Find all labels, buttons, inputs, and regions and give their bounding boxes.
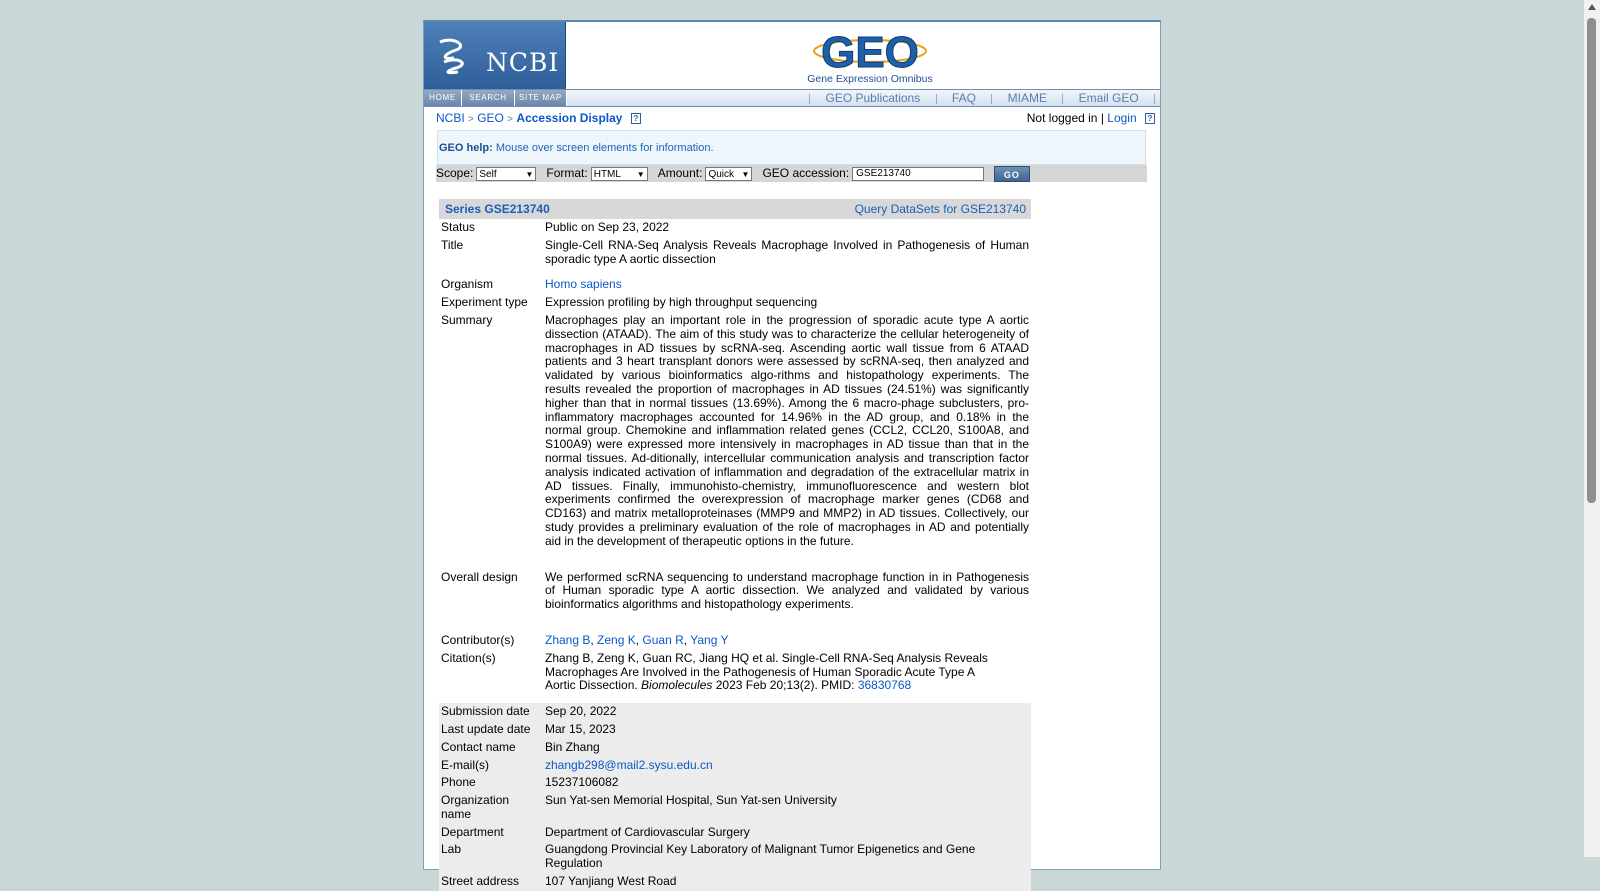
table-row <box>439 237 1031 269</box>
scroll-up-arrow-icon[interactable] <box>1588 4 1596 10</box>
table-row <box>439 276 1031 294</box>
breadcrumb <box>436 111 641 125</box>
row-value: 107 Yanjiang West Road <box>543 873 1031 891</box>
row-value: Expression profiling by high throughput sequencing <box>545 295 818 310</box>
row-label: Organization name <box>439 792 543 824</box>
nav-tab-site-map[interactable]: SITE MAP <box>515 90 567 106</box>
geo-help-text: Mouse over screen elements for information. <box>495 142 714 154</box>
format-select-value: HTML <box>593 168 621 180</box>
row-label: Contributor(s) <box>441 632 515 647</box>
query-datasets-link[interactable]: Query DataSets for GSE213740 <box>854 202 1026 216</box>
chevron-down-icon: ▼ <box>741 169 750 179</box>
scrollbar-thumb[interactable] <box>1587 18 1596 503</box>
table-row <box>439 721 1031 739</box>
organism-link[interactable]: Homo sapiens <box>545 277 622 292</box>
format-select[interactable] <box>591 167 648 181</box>
nav-tab-home[interactable]: HOME <box>424 90 462 106</box>
amount-label: Amount: <box>657 166 703 180</box>
table-row <box>439 739 1031 757</box>
login-status: Not logged in | <box>1026 111 1104 125</box>
series-title: Series GSE213740 <box>445 202 550 216</box>
nav-divider <box>991 94 992 104</box>
scope-select[interactable] <box>476 167 536 181</box>
table-row <box>439 757 1031 775</box>
row-label: Summary <box>441 312 493 327</box>
row-label: Overall design <box>441 569 518 584</box>
row-label: Citation(s) <box>441 650 496 665</box>
chevron-down-icon: ▼ <box>636 169 645 179</box>
accession-input[interactable]: GSE213740 <box>852 167 984 181</box>
geo-logo[interactable] <box>790 27 950 85</box>
amount-select-value: Quick <box>708 168 734 180</box>
ncbi-helix-icon <box>434 36 478 76</box>
series-header <box>439 199 1031 219</box>
table-row <box>439 774 1031 792</box>
chevron-down-icon: ▼ <box>525 169 534 179</box>
row-label: Submission date <box>439 703 543 721</box>
nav-divider <box>1154 94 1155 104</box>
nav-links <box>809 90 1155 106</box>
row-value: Single-Cell RNA-Seq Analysis Reveals Macrophage Involved in Pathogenesis of Human sporadic type A aortic dissection <box>545 237 1029 266</box>
row-value: Guangdong Provincial Key Laboratory of Malignant Tumor Epigenetics and Gene Regulation <box>543 841 1031 873</box>
table-row <box>439 824 1031 842</box>
help-question-icon[interactable]: ? <box>631 113 641 124</box>
citation-journal: Biomolecules <box>641 678 713 693</box>
geo-logo-text: GEO <box>821 28 919 73</box>
geo-logo-graphic <box>790 27 950 73</box>
geo-help-label: GEO help: <box>439 142 493 154</box>
login-link[interactable]: Login <box>1107 111 1137 125</box>
login-help-icon[interactable]: ? <box>1145 113 1155 124</box>
row-label: Lab <box>439 841 543 873</box>
row-value: Sep 20, 2022 <box>543 703 1031 721</box>
ncbi-logo-text: NCBI <box>486 48 560 77</box>
row-value: 15237106082 <box>543 774 1031 792</box>
contributor-link[interactable]: Yang Y <box>690 632 729 647</box>
nav-bar <box>424 89 1160 107</box>
row-label: E-mail(s) <box>439 757 543 775</box>
table-row <box>439 312 1031 569</box>
table-row <box>439 792 1031 824</box>
summary-text: Macrophages play an important role in the progression of sporadic acute type A aortic dissection (ATAAD). The aim of this study was to characterize the cellular heterogeneity of macrophages in AD tissues by scRNA-seq. Ascending aortic wall tissue from 6 ATAAD patients and 3 heart transplant donors were assessed by scRNA-seq, then analyzed and validated by various bioinformatics algo-rithms and histopathology experiments. The results revealed the proportion of macrophages in AD tissues (24.51%) was significantly higher than that in normal tissues (13.69%). Among the 6 macro-phage subclusters, pro-inflammatory macrophages accounted for 14.96% in the AD group, and 0.18% in the normal group. Chemokine and inflammation related genes (CCL2, CCL20, S100A8, and S100A9) were expressed more intensively in macrophages in AD tissue than that in the normal tissues. Ad-ditionally, intercellular communication analysis and transcription factor analysis indicated activation of inflammation and degradation of the extracellular matrix in AD tissues. Finally, immunohisto-chemistry, immunofluorescence and western blot experiments confirmed the overexpression of macrophage marker genes (CD68 and CD163) and matrix metalloproteinases (MMP9 and MMP2) in AD tissues. Collectively, our study provides a preliminary evaluation of the role of macrophages in AD and potentially aid in the development of therapeutic options in the future. <box>545 312 1029 548</box>
table-row <box>439 841 1031 873</box>
table-row <box>439 703 1031 721</box>
contributor-separator: , <box>590 632 598 647</box>
page-container <box>423 20 1161 889</box>
header <box>424 22 1160 89</box>
spacer-row <box>439 268 1031 276</box>
nav-divider <box>1062 94 1063 104</box>
citation-text: Zhang B, Zeng K, Guan RC, Jiang HQ et al. Single-Cell RNA-Seq Analysis Reveals Macrophages Are Involved in the Pathogenesis of Human Sporadic Acute Type A Aortic Dissection. <box>545 650 988 693</box>
go-button[interactable]: GO <box>994 166 1030 182</box>
contributor-separator: , <box>635 632 643 647</box>
row-value: Department of Cardiovascular Surgery <box>543 824 1031 842</box>
breadcrumb-separator: > <box>468 114 474 125</box>
row-value: Sun Yat-sen Memorial Hospital, Sun Yat-sen University <box>543 792 1031 824</box>
contributor-separator: , <box>683 632 691 647</box>
nav-link-email-geo[interactable]: Email GEO <box>1078 91 1139 105</box>
series-details-table <box>439 219 1031 891</box>
nav-divider <box>809 94 810 104</box>
breadcrumb-geo[interactable]: GEO <box>477 111 504 125</box>
spacer-row <box>439 695 1031 703</box>
accession-label: GEO accession: <box>762 166 850 180</box>
row-label: Phone <box>439 774 543 792</box>
row-label: Experiment type <box>441 295 528 310</box>
row-label: Title <box>441 237 464 252</box>
breadcrumb-ncbi[interactable]: NCBI <box>436 111 465 125</box>
table-row <box>439 650 1031 695</box>
geo-help-box <box>437 130 1146 165</box>
breadcrumb-current: Accession Display <box>516 111 623 125</box>
row-value: Mar 15, 2023 <box>543 721 1031 739</box>
scope-label: Scope: <box>436 166 474 180</box>
row-label: Street address <box>439 873 543 891</box>
table-row <box>439 569 1031 632</box>
breadcrumb-separator: > <box>507 114 514 125</box>
table-row <box>439 294 1031 312</box>
overall-design-text: We performed scRNA sequencing to understand macrophage function in in Pathogenesis of Human sporadic type A aortic dissection. We analyzed and validated by various bioinformatics algorithms and histopathology experiments. <box>545 569 1029 612</box>
amount-select[interactable] <box>705 167 752 181</box>
citation-details: 2023 Feb 20;13(2). PMID: <box>712 678 858 693</box>
nav-link-geo-publications[interactable]: GEO Publications <box>825 91 921 105</box>
nav-tab-search[interactable]: SEARCH <box>462 90 515 106</box>
nav-link-miame[interactable]: MIAME <box>1007 91 1047 105</box>
row-label: Contact name <box>439 739 543 757</box>
pmid-link[interactable]: 36830768 <box>857 678 912 693</box>
format-label: Format: <box>546 166 588 180</box>
table-row <box>439 219 1031 237</box>
table-row <box>439 873 1031 891</box>
contributor-link[interactable]: Zhang B <box>545 632 591 647</box>
row-value: Bin Zhang <box>543 739 1031 757</box>
row-value: Public on Sep 23, 2022 <box>545 220 670 234</box>
email-link[interactable]: zhangb298@mail2.sysu.edu.cn <box>545 757 713 772</box>
table-row <box>439 632 1031 650</box>
geo-logo-subtitle: Gene Expression Omnibus <box>807 73 933 85</box>
row-label: Organism <box>441 277 494 292</box>
contributor-link[interactable]: Zeng K <box>597 632 636 647</box>
nav-link-faq[interactable]: FAQ <box>951 91 976 105</box>
nav-divider <box>936 94 937 104</box>
row-label: Department <box>439 824 543 842</box>
contributor-link[interactable]: Guan R <box>642 632 684 647</box>
accession-toolbar <box>436 165 1147 182</box>
row-label: Status <box>441 220 476 234</box>
row-label: Last update date <box>439 721 543 739</box>
scrollbar[interactable] <box>1584 0 1600 857</box>
login-area <box>1027 111 1155 125</box>
scope-select-value: Self <box>479 168 497 180</box>
ncbi-logo[interactable] <box>424 22 566 89</box>
